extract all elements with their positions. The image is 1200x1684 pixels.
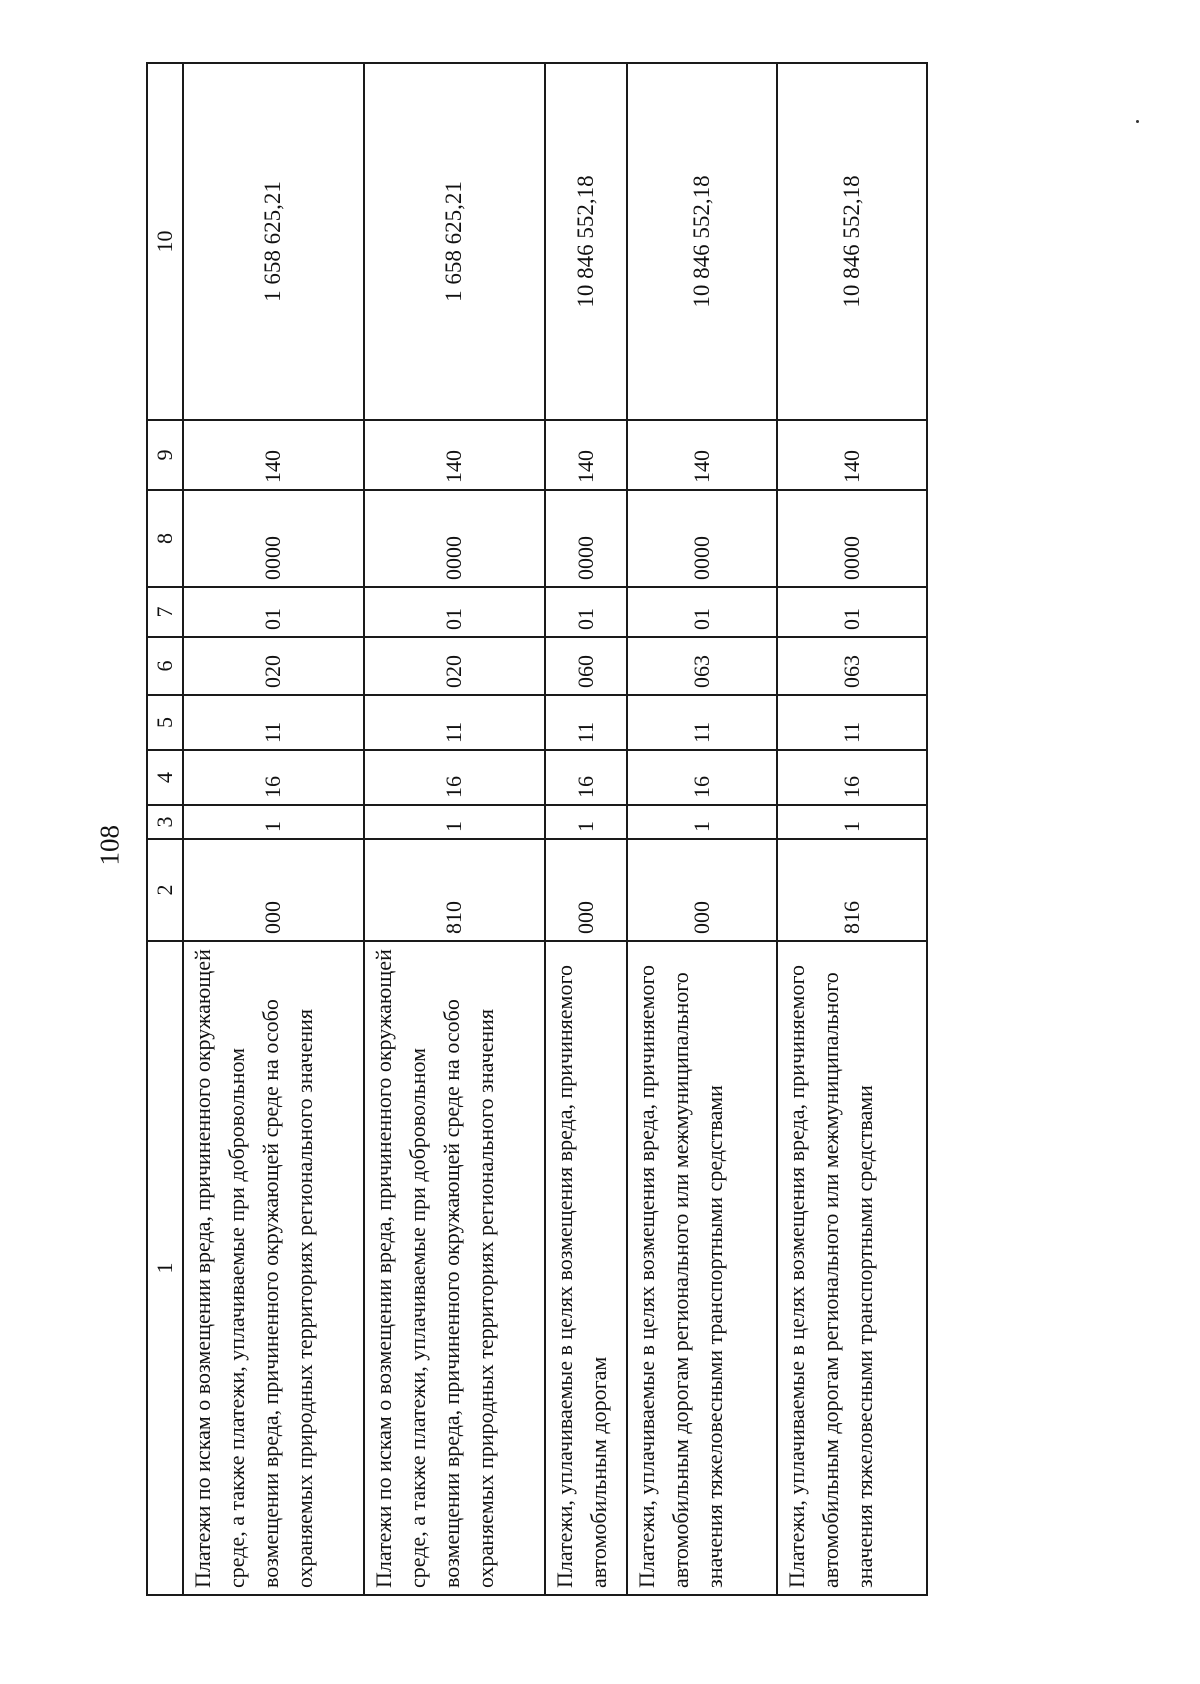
header-col-10: 10 xyxy=(147,63,183,420)
row-amount: 10 846 552,18 xyxy=(627,63,777,420)
row-subarticle-code: 063 xyxy=(777,637,927,695)
row-admin-code: 000 xyxy=(183,839,364,941)
row-admin-code: 816 xyxy=(777,839,927,941)
row-classification-code: 140 xyxy=(627,420,777,490)
page-number: 108 xyxy=(94,825,125,866)
header-col-2: 2 xyxy=(147,839,183,941)
row-description: Платежи по искам о возмещении вреда, причиненного окружающей среде, а также платежи, уплачиваемые при добровольном возмещении вреда, причиненного окружающей среде на особо охраняемых природных территориях регионального значения xyxy=(364,941,545,1595)
header-col-1: 1 xyxy=(147,941,183,1595)
header-col-8: 8 xyxy=(147,490,183,587)
row-admin-code: 000 xyxy=(545,839,628,941)
row-subarticle-code: 020 xyxy=(364,637,545,695)
row-subgroup-code: 16 xyxy=(545,750,628,805)
row-article-code: 11 xyxy=(627,695,777,750)
table-row xyxy=(364,63,545,1595)
table-row xyxy=(545,63,628,1595)
row-article-code: 11 xyxy=(545,695,628,750)
header-col-7: 7 xyxy=(147,587,183,637)
row-element-code: 01 xyxy=(777,587,927,637)
row-article-code: 11 xyxy=(183,695,364,750)
row-subgroup-code: 16 xyxy=(627,750,777,805)
row-subgroup-code: 16 xyxy=(364,750,545,805)
row-group-code: 1 xyxy=(627,805,777,839)
row-amount: 10 846 552,18 xyxy=(777,63,927,420)
table-row xyxy=(183,63,364,1595)
header-col-3: 3 xyxy=(147,805,183,839)
row-element-code: 01 xyxy=(545,587,628,637)
row-description: Платежи, уплачиваемые в целях возмещения вреда, причиняемого автомобильным дорогам регионального или межмуниципального значения тяжеловесными транспортными средствами xyxy=(777,941,927,1595)
row-admin-code: 000 xyxy=(627,839,777,941)
row-program-code: 0000 xyxy=(183,490,364,587)
row-group-code: 1 xyxy=(777,805,927,839)
row-classification-code: 140 xyxy=(777,420,927,490)
row-program-code: 0000 xyxy=(545,490,628,587)
row-element-code: 01 xyxy=(183,587,364,637)
row-group-code: 1 xyxy=(545,805,628,839)
header-col-9: 9 xyxy=(147,420,183,490)
row-classification-code: 140 xyxy=(545,420,628,490)
rotated-table-container xyxy=(146,64,928,1596)
row-program-code: 0000 xyxy=(364,490,545,587)
row-group-code: 1 xyxy=(183,805,364,839)
row-classification-code: 140 xyxy=(183,420,364,490)
row-program-code: 0000 xyxy=(627,490,777,587)
row-amount: 1 658 625,21 xyxy=(183,63,364,420)
row-admin-code: 810 xyxy=(364,839,545,941)
row-subarticle-code: 020 xyxy=(183,637,364,695)
row-subarticle-code: 060 xyxy=(545,637,628,695)
row-element-code: 01 xyxy=(627,587,777,637)
row-description: Платежи, уплачиваемые в целях возмещения вреда, причиняемого автомобильным дорогам xyxy=(545,941,628,1595)
row-element-code: 01 xyxy=(364,587,545,637)
row-subgroup-code: 16 xyxy=(777,750,927,805)
row-classification-code: 140 xyxy=(364,420,545,490)
header-col-6: 6 xyxy=(147,637,183,695)
header-col-5: 5 xyxy=(147,695,183,750)
row-subarticle-code: 063 xyxy=(627,637,777,695)
table-row xyxy=(777,63,927,1595)
table-row xyxy=(627,63,777,1595)
row-amount: 1 658 625,21 xyxy=(364,63,545,420)
scan-speck xyxy=(1136,120,1139,123)
row-subgroup-code: 16 xyxy=(183,750,364,805)
header-col-4: 4 xyxy=(147,750,183,805)
row-group-code: 1 xyxy=(364,805,545,839)
header-row xyxy=(147,63,183,1595)
row-description: Платежи по искам о возмещении вреда, причиненного окружающей среде, а также платежи, уплачиваемые при добровольном возмещении вреда, причиненного окружающей среде на особо охраняемых природных территориях регионального значения xyxy=(183,941,364,1595)
row-amount: 10 846 552,18 xyxy=(545,63,628,420)
row-article-code: 11 xyxy=(364,695,545,750)
row-article-code: 11 xyxy=(777,695,927,750)
row-description: Платежи, уплачиваемые в целях возмещения вреда, причиняемого автомобильным дорогам регионального или межмуниципального значения тяжеловесными транспортными средствами xyxy=(627,941,777,1595)
row-program-code: 0000 xyxy=(777,490,927,587)
budget-table xyxy=(146,62,928,1596)
